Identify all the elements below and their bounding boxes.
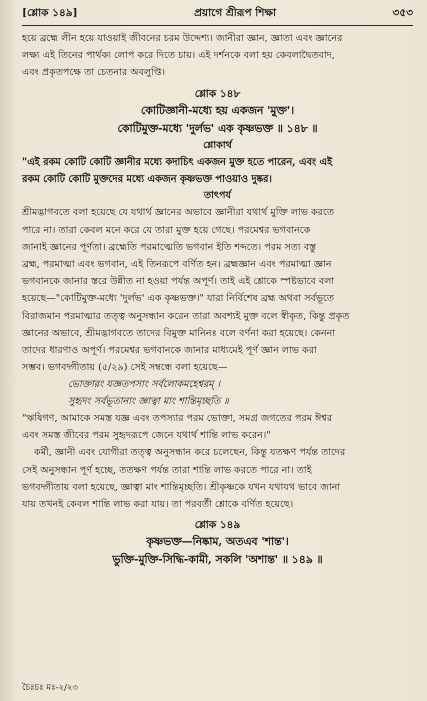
- text-line: এবং সমস্ত জীবের পরম সুহৃদরূপে জেনে যথার্থ শান্তি লাভ করেন।": [22, 430, 271, 442]
- intro-paragraph: [22, 30, 413, 82]
- header-verse-ref: [শ্লোক ১৪৯]: [22, 7, 78, 19]
- text-line: তাদের ধারণাও অপূর্ণ। পরমেশ্বর ভগবানকে জানার মাধ্যমেই পূর্ণ জ্ঞান লাভ করা: [22, 345, 317, 357]
- text-line: ভগবদ্গীতায় বলা হয়েছে, জ্ঞাত্বা মাং শান্তিমৃচ্ছতি। শ্রীকৃষ্ণকে যখন যথাযথ ভাবে জানা: [22, 481, 341, 493]
- sloka-translation: [22, 410, 413, 444]
- verse-148-line-2: কোটিমুক্ত-মধ্যে 'দুর্লভ' এক কৃষ্ণভক্ত ॥ ১৪৮ ॥: [117, 121, 318, 135]
- sloka-line: সুহৃদং সর্বভূতানাং জ্ঞাত্বা মাং শান্তিমৃচ্ছতি ॥: [68, 396, 229, 408]
- text-line: জ্ঞানের অভাবে, শ্রীমদ্ভাগবতে তাদের বিমুক্ত মানিনঃ বলে বর্ণনা করা হয়েছে। কেননা: [22, 327, 336, 339]
- header-chapter-title: প্রয়াগে শ্রীরূপ শিক্ষা: [194, 7, 277, 19]
- text-line: "এই রকম কোটি কোটি জ্ঞানীর মধ্যে কদাচিৎ একজন মুক্ত হতে পারেন, এবং এই: [22, 156, 333, 168]
- closing-paragraph: [22, 444, 413, 513]
- sloka-line: ভোক্তারং যজ্ঞতপসাং সর্বলোকমহেশ্বরম্‌ ।: [68, 379, 221, 391]
- text-line: রকম কোটি কোটি মুক্তদের মধ্যে একজন কৃষ্ণভক্ত পাওয়াও দুষ্কর।: [22, 174, 272, 186]
- text-line: ব্রহ্ম, পরমাত্মা এবং ভগবান, এই তিনরূপে বর্ণিত হন। ব্রহ্মজ্ঞান এবং পরমাত্মা জ্ঞান: [22, 259, 332, 271]
- text-line: লক্ষ্য এই তিনের পার্থক্য লোপ করে দিতে চায়। এই দর্শনকে বলা হয় কেবলাদ্বৈতবাদ,: [22, 50, 335, 62]
- verse-148-heading: শ্লোক ১৪৮: [194, 87, 241, 100]
- gita-sloka: [22, 376, 413, 410]
- translation-label: শ্লোকার্থ: [203, 139, 232, 151]
- text-line: হয়েছে—"কোটিমুক্ত-মধ্যে 'দুর্লভ' এক কৃষ্ণভক্ত।" যারা নির্বিশেষ ব্রহ্ম অথবা সর্বভূতে: [22, 293, 335, 305]
- text-line: বিরাজমান পরমাত্মার তত্ত্ব অনুসন্ধান করেন তারা অবশ্যই মুক্ত বলে স্বীকৃত, কিন্তু প্রকৃত: [22, 310, 350, 322]
- text-line: সেই অনুসন্ধান পূর্ণ হচ্ছে, ততক্ষণ পর্যন্ত তারা শান্তি লাভ করতে পারে না। তাই: [22, 464, 312, 476]
- text-line: এবং প্রকৃতপক্ষে তা চেতনার অবলুপ্তি।: [22, 67, 166, 79]
- verse-149-line-1: কৃষ্ণভক্ত—নিষ্কাম, অতএব 'শান্ত'।: [146, 535, 289, 549]
- verse-148-line-1: কোটিজ্ঞানী-মধ্যে হয় একজন 'মুক্ত'।: [140, 103, 295, 117]
- header-page-number: ৩৫৩: [392, 7, 413, 19]
- purport-label: তাৎপর্য: [203, 190, 232, 202]
- verse-149-heading: শ্লোক ১৪৯: [194, 519, 241, 532]
- text-line: কর্মী, জ্ঞানী এবং যোগীরা তত্ত্ব অনুসন্ধান করে চলেছেন, কিন্তু যতক্ষণ পর্যন্ত তাদের: [34, 447, 346, 459]
- page-footer-signature: চৈঃচঃ মঃ-২/২৩: [22, 683, 78, 693]
- text-line: যায় তখনই কেবল শান্তি লাভ করা যায়। তা পরবর্তী শ্লোকে বর্ণিত হয়েছে।: [22, 499, 294, 511]
- purport-text: [22, 204, 413, 376]
- running-header: [22, 6, 413, 26]
- text-line: শ্রীমদ্ভাগবতে বলা হয়েছে যে যথার্থ জ্ঞানের অভাবে জ্ঞানীরা যথার্থ মুক্তি লাভ করতে: [22, 207, 335, 219]
- translation-text: [22, 154, 413, 189]
- text-line: পারে না। তারা কেবল মনে করে যে তারা মুক্ত হয়ে গেছে। পরমেশ্বর ভগবানকে: [22, 224, 311, 236]
- text-line: "ঋষিগণ, আমাকে সমস্ত যজ্ঞ এবং তপস্যার পরম ভোক্তা, সমগ্র জগতের পরম ঈশ্বর: [22, 413, 333, 425]
- text-line: জানাই জ্ঞানের পূর্ণতা। ব্রহ্মেতি পরমাত্মেতি ভগবান ইতি শব্দতে। পরম সত্য বস্তু: [22, 241, 317, 253]
- text-line: হয়ে ব্রহ্মে লীন হয়ে যাওয়াই জীবনের চরম উদ্দেশ্য। জানীরা জ্ঞান, জ্ঞাতা এবং জ্ঞানের: [22, 33, 343, 44]
- text-line: সম্ভব। ভগবদ্গীতায় (৫/২৯) সেই সম্বন্ধে বলা হয়েছে—: [22, 362, 228, 374]
- verse-149-line-2: ভুক্তি-মুক্তি-সিদ্ধি-কামী, সকলি 'অশান্ত' ॥ ১৪৯ ॥: [112, 553, 323, 567]
- text-line: ভগবানকে জানার স্তরে উন্নীত না হওয়া পর্যন্ত অপূর্ণ। তাই এই শ্লোকে স্পষ্টভাবে বলা: [22, 276, 335, 288]
